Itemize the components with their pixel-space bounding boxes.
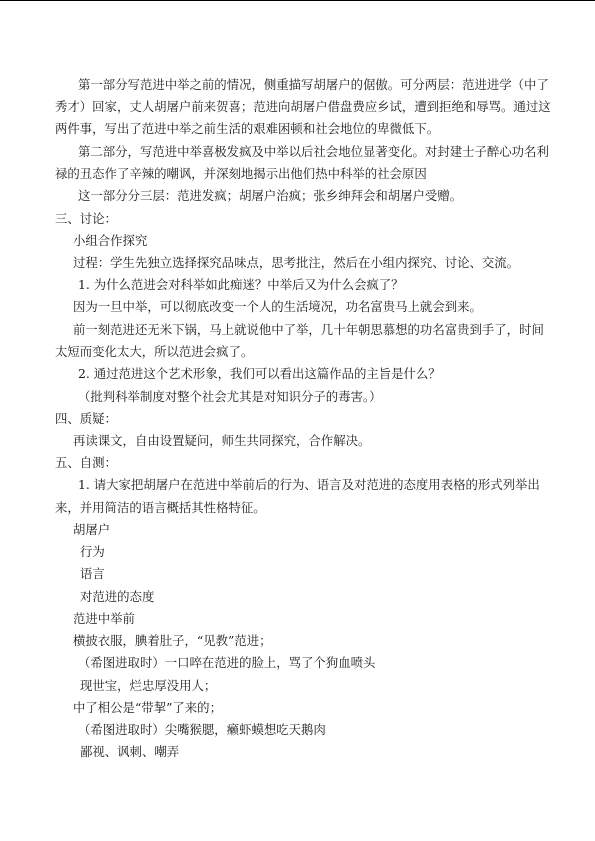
paragraph-line: 再读课文，自由设置疑问，师生共同探究，合作解决。 (73, 433, 371, 448)
paragraph-line: 这一部分分三层：范进发疯；胡屠户治疯；张乡绅拜会和胡屠户受赠。 (78, 188, 463, 203)
paragraph-line: 前一刻范进还无米下锅，马上就说他中了举，几十年朝思慕想的功名富贵到手了，时间 (73, 322, 544, 337)
table-label-language: 语言 (80, 566, 105, 581)
section-heading-self-test: 五、自测： (55, 455, 117, 470)
paragraph-line: 因为一旦中举，可以彻底改变一个人的生活境况，功名富贵马上就会到来。 (73, 299, 482, 314)
paragraph-line: 禄的丑态作了辛辣的嘲讽，并深刻地揭示出他们热中科举的社会原因 (55, 166, 427, 181)
section-heading-discussion: 三、讨论： (55, 211, 117, 226)
paragraph-line: 第一部分写范进中举之前的情况，侧重描写胡屠户的倨傲。可分两层：范进进学（中了 (78, 77, 549, 92)
table-cell: 中了相公是“带挈”了来的； (73, 700, 222, 715)
section-heading-query: 四、质疑： (55, 411, 117, 426)
table-label-attitude: 对范进的态度 (80, 589, 155, 604)
question-1: 1. 为什么范进会对科举如此痴迷？中举后又为什么会疯了？ (78, 277, 404, 292)
table-cell: 现世宝，烂忠厚没用人； (80, 678, 217, 693)
table-label-before-exam: 范进中举前 (73, 611, 135, 626)
table-label-hu-tuhu: 胡屠户 (73, 522, 111, 537)
paragraph-line: 两件事，写出了范进中举之前生活的艰难困顿和社会地位的卑微低下。 (55, 121, 440, 136)
question-2: 2. 通过范进这个艺术形象，我们可以看出这篇作品的主旨是什么？ (78, 366, 441, 381)
subheading-group-inquiry: 小组合作探究 (73, 233, 148, 248)
table-cell: （希图进取时）尖嘴猴腮，癞虾蟆想吃天鹅肉 (78, 722, 326, 737)
table-cell: 鄙视、讽刺、嘲弄 (80, 744, 180, 759)
paragraph-line: 来，并用简洁的语言概括其性格特征。 (55, 500, 266, 515)
paragraph-line: 太短而变化太大，所以范进会疯了。 (55, 344, 254, 359)
paragraph-line: 第二部分，写范进中举喜极发疯及中举以后社会地位显著变化。对封建士子醉心功名利 (78, 144, 549, 159)
paragraph-line: 过程：学生先独立选择探究品味点，思考批注，然后在小组内探究、讨论、交流。 (73, 255, 520, 270)
paragraph-line: 秀才）回家，丈人胡屠户前来贺喜；范进向胡屠户借盘费应乡试，遭到拒绝和辱骂。通过这 (55, 99, 551, 114)
table-label-behavior: 行为 (80, 544, 105, 559)
self-test-question-1: 1. 请大家把胡屠户在范进中举前后的行为、语言及对范进的态度用表格的形式列举出 (78, 477, 540, 492)
top-border-line (0, 0, 595, 1)
table-cell: （希图进取时）一口啐在范进的脸上，骂了个狗血喷头 (78, 655, 376, 670)
table-cell: 横披衣服，腆着肚子，“见教”范进； (73, 633, 272, 648)
answer-2: （批判科举制度对整个社会尤其是对知识分子的毒害。） (78, 389, 382, 404)
